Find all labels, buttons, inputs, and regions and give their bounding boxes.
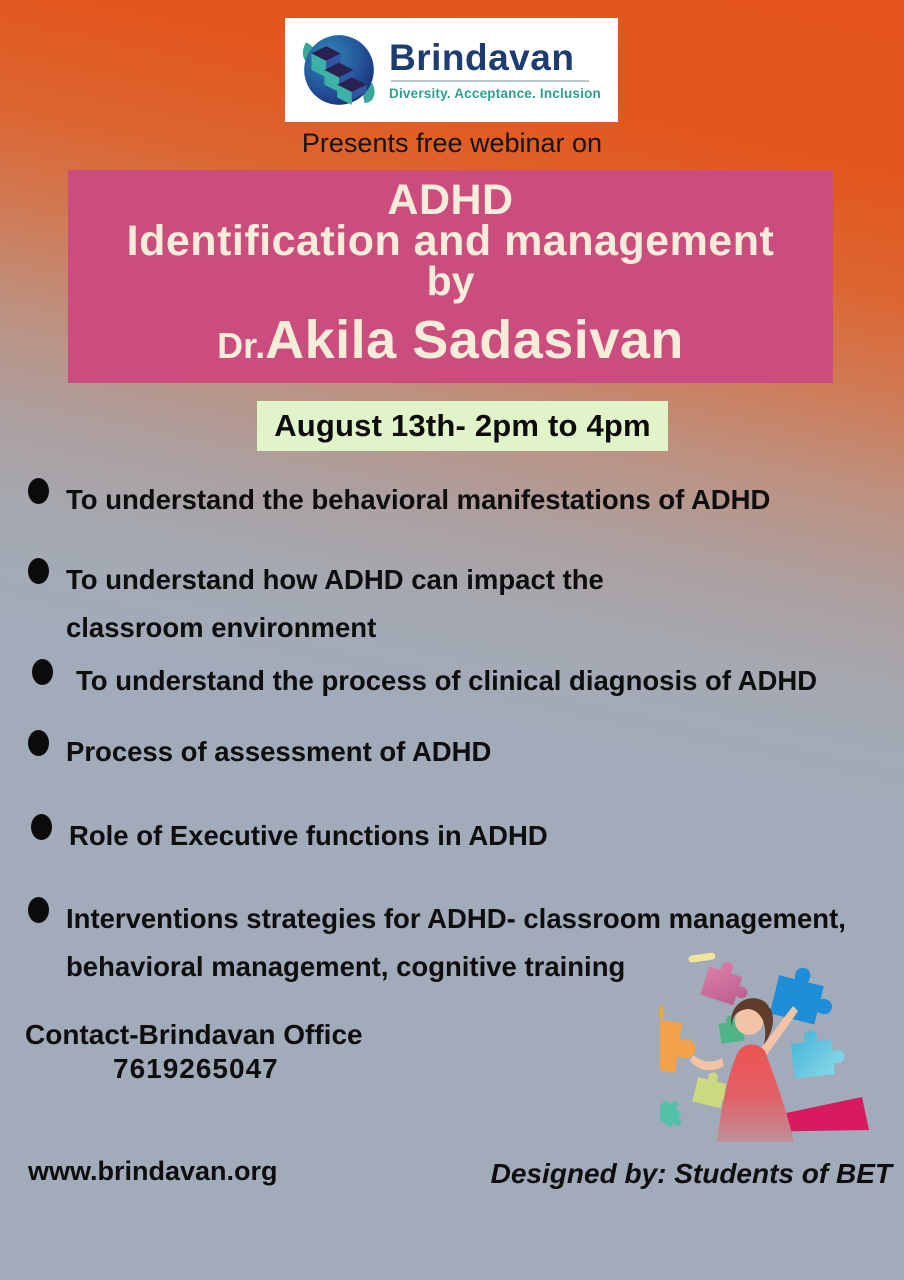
speaker-name-line bbox=[68, 310, 833, 380]
logo-divider bbox=[391, 80, 589, 82]
brindavan-logo-icon bbox=[293, 26, 385, 114]
webinar-title-line1: ADHD bbox=[387, 176, 514, 224]
agenda-line: classroom environment bbox=[66, 612, 377, 643]
agenda-line: To understand the process of clinical diagnosis of ADHD bbox=[76, 665, 818, 696]
brindavan-logo-card bbox=[285, 18, 618, 122]
agenda-line: Role of Executive functions in ADHD bbox=[69, 820, 548, 851]
bullet-dot-icon bbox=[28, 730, 49, 756]
title-banner bbox=[68, 170, 833, 383]
website-url: www.brindavan.org bbox=[28, 1156, 278, 1186]
bullet-dot-icon bbox=[32, 659, 53, 685]
agenda-item-5 bbox=[31, 812, 891, 860]
agenda-line: Process of assessment of ADHD bbox=[66, 736, 492, 767]
webinar-title-by: by bbox=[426, 258, 475, 304]
date-banner bbox=[257, 401, 668, 451]
presents-line: Presents free webinar on bbox=[301, 128, 603, 158]
contact-block bbox=[25, 1018, 363, 1086]
woman-puzzle-illustration bbox=[660, 948, 878, 1156]
webinar-title-line2: Identification and management bbox=[126, 217, 775, 265]
agenda-item-2 bbox=[28, 556, 888, 652]
contact-label: Contact-Brindavan Office bbox=[25, 1019, 363, 1050]
bullet-dot-icon bbox=[28, 478, 49, 504]
agenda-line: To understand the behavioral manifestations of ADHD bbox=[66, 484, 771, 515]
bullet-dot-icon bbox=[31, 814, 52, 840]
bullet-dot-icon bbox=[28, 897, 49, 923]
agenda-line: behavioral management, cognitive training bbox=[66, 951, 626, 982]
brindavan-logo-tagline: Diversity. Acceptance. Inclusion bbox=[389, 86, 601, 102]
agenda-line: Interventions strategies for ADHD- classroom management, bbox=[66, 903, 846, 934]
speaker-name: Akila Sadasivan bbox=[265, 310, 684, 370]
agenda-item-4 bbox=[28, 728, 888, 776]
agenda-item-3 bbox=[32, 657, 892, 705]
bullet-dot-icon bbox=[28, 558, 49, 584]
date-text: August 13th- 2pm to 4pm bbox=[274, 408, 651, 443]
designed-by-credit: Designed by: Students of BET bbox=[490, 1158, 892, 1189]
brindavan-logo-wordmark: Brindavan bbox=[389, 36, 575, 78]
speaker-prefix: Dr. bbox=[217, 325, 266, 366]
agenda-line: To understand how ADHD can impact the bbox=[66, 564, 604, 595]
contact-phone: 7619265047 bbox=[113, 1053, 279, 1084]
agenda-item-1 bbox=[28, 476, 888, 524]
